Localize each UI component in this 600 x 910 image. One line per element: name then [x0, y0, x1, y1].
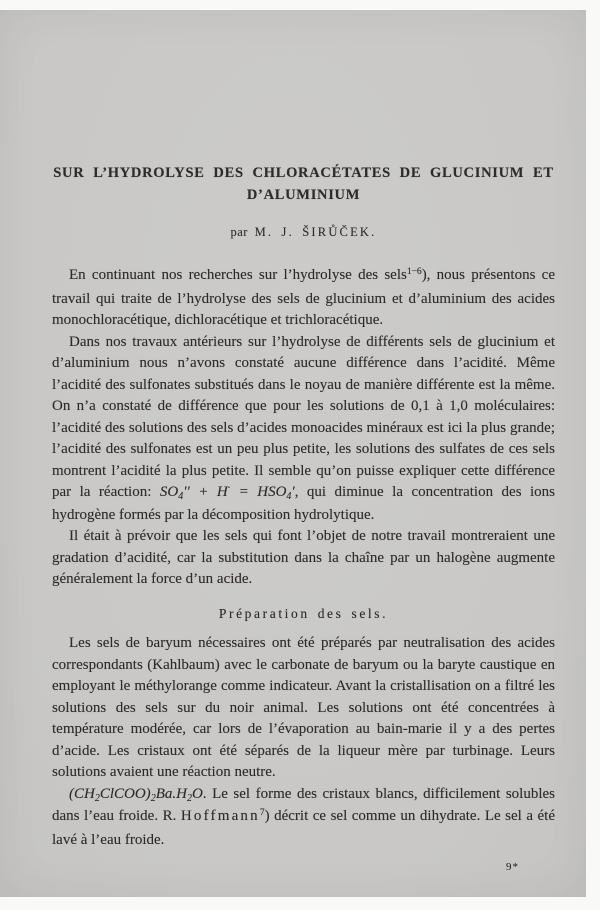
- author-byline: par M. J. ŠIRŮČEK.: [230, 225, 377, 239]
- signature-mark: 9*: [506, 861, 519, 873]
- paragraph-intro-2: Dans nos travaux antérieurs sur l’hydrolyse de différents sels de glucinium et d’aluminium nous n’avons constaté aucune différence dans l’acidité. Même l’acidité des sulfonates substitués dans le noyau de manière différente est la même. On n’a constaté de différence que pour les solutions de 0,1 à 1,0 moléculaires: l’acidité des solutions des sels d’acides monoacides minéraux est ici la plus grande; l’acidité des sulfonates est un peu plus petite, les solutions des sulfates de ces sels montrent l’acidité la plus petite. Il semble qu’on puisse expliquer cette différence par la réaction: $SO_4'' + H^\cdot = HSO_4'$, qui diminue la concentration des ions hydrogène formés par la décomposition hydrolytique.: [52, 333, 556, 523]
- paragraph-preparation-1: Les sels de baryum nécessaires ont été préparés par neutralisation des acides correspondants (Kahlbaum) avec le carbonate de baryum ou la baryte caustique en employant le méthylorange comme indicateur. Avant la cristallisation on a filtré les solutions des sels sur du noir animal. Les solutions ont été concentrées à température modérée, car lors de l’évaporation au bain-marie il y a des pertes d’acide. Les cristaux ont été séparés de la liqueur mère par turbinage. Leurs solutions avaient une réaction neutre.: [52, 635, 555, 780]
- article-title: [52, 162, 555, 206]
- article-title-line2: D’ALUMINIUM: [246, 187, 361, 203]
- article-body: [52, 265, 555, 851]
- section-heading-preparation: Préparation des sels.: [218, 605, 389, 621]
- paragraph-preparation-2: $(CH_2ClCOO)_2Ba.H_2O$. Le sel forme des cristaux blancs, difficilement solubles dans l’eau froide. R. Hoffmann$^7$) décrit ce sel comme un dihydrate. Le sel a été lavé à l’eau froide.: [52, 785, 555, 848]
- scanned-paper-page: [0, 10, 586, 897]
- paragraph-intro-3: Il était à prévoir que les sels qui font l’objet de notre travail montreraient une gradation d’acidité, car la substitution dans la chaîne par un halogène augmente généralement la force d’un acide.: [52, 528, 555, 587]
- page-content: [52, 162, 555, 851]
- article-title-line1: SUR L’HYDROLYSE DES CHLORACÉTATES DE GLUCINIUM ET: [53, 165, 554, 181]
- paragraph-intro-1: En continuant nos recherches sur l’hydrolyse des sels$^{1-6}$), nous présentons ce travail qui traite de l’hydrolyse des sels de glucinium et d’aluminium des acides monochloracétique, dichloracétique et trichloracétique.: [52, 267, 555, 328]
